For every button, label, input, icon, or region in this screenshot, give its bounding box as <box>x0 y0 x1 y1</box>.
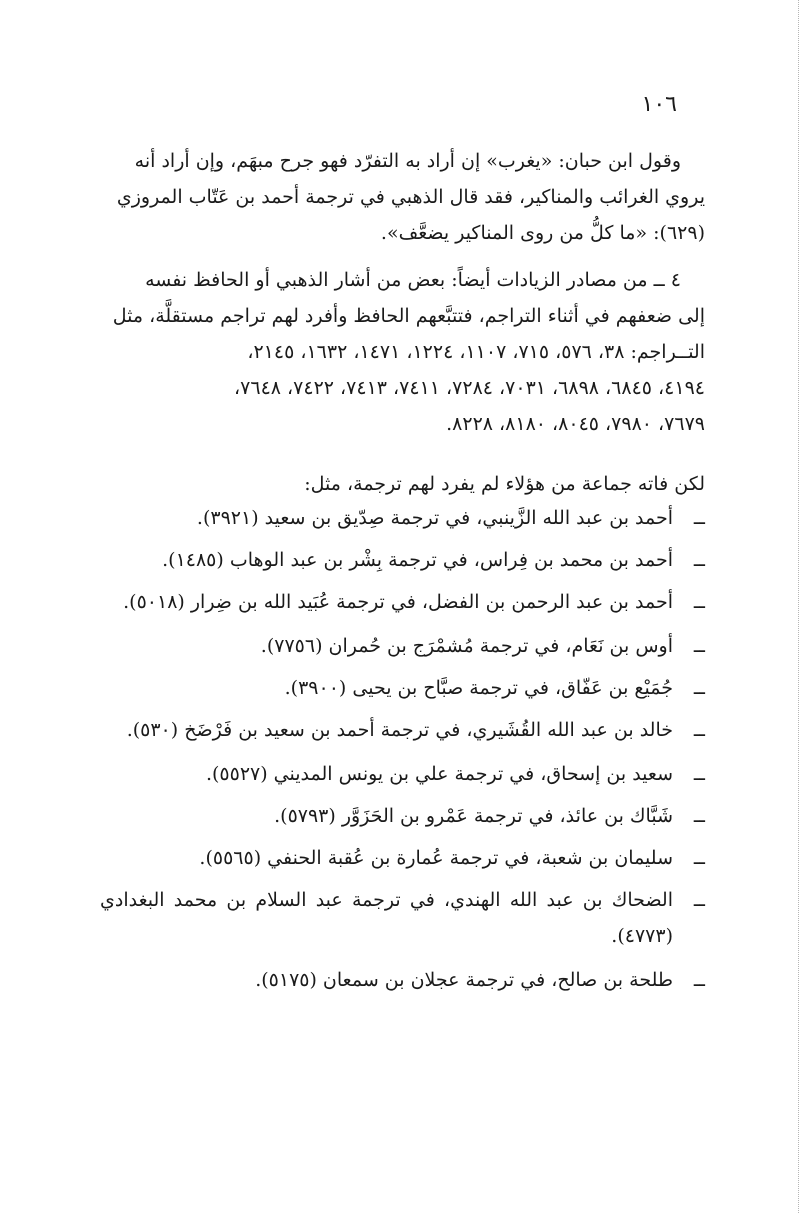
list-item <box>100 756 705 792</box>
list-item-text: أوس بن نَعَام، في ترجمة مُشمْرَج بن حُمران (٧٧٥٦). <box>260 635 673 657</box>
list-item-text: الضحاك بن عبد الله الهندي، في ترجمة عبد السلام بن محمد البغدادي (٤٧٧٣). <box>100 889 673 947</box>
intro-text: لكن فاته جماعة من هؤلاء لم يفرد لهم ترجمة، مثل: <box>304 473 705 495</box>
list-item-text: أحمد بن عبد الرحمن بن الفضل، في ترجمة عُبَيد الله بن ضِرار (٥٠١٨). <box>123 591 673 613</box>
paragraph-line: وقول ابن حبان: «يغرب» إن أراد به التفرّد فهو جرح مبهَم، وإن أراد أنه <box>134 150 681 172</box>
list-item <box>100 670 705 706</box>
missed-narrators-list <box>100 500 705 1004</box>
paragraph-line: التــراجم: ٣٨، ٥٧٦، ٧١٥، ١١٠٧، ١٢٢٤، ١٤٧١، ١٦٣٢، ٢١٤٥، <box>247 341 705 363</box>
list-item <box>100 628 705 664</box>
list-item-text: سعيد بن إسحاق، في ترجمة علي بن يونس المديني (٥٥٢٧). <box>205 763 673 785</box>
dash-bullet: ــ <box>693 969 705 991</box>
paragraph-line: ٧٦٧٩، ٧٩٨٠، ٨٠٤٥، ٨١٨٠، ٨٢٢٨. <box>446 413 705 435</box>
paragraph-line: ٤١٩٤، ٦٨٤٥، ٦٨٩٨، ٧٠٣١، ٧٢٨٤، ٧٤١١، ٧٤١٣، ٧٤٢٢، ٧٦٤٨، <box>234 377 705 399</box>
dash-bullet: ــ <box>693 719 705 741</box>
list-item-text: سليمان بن شعبة، في ترجمة عُمارة بن عُقبة الحنفي (٥٥٦٥). <box>199 847 673 869</box>
list-item-text: شَبَّاك بن عائذ، في ترجمة عَمْرو بن الحَزَوَّر (٥٧٩٣). <box>274 805 673 827</box>
list-item <box>100 840 705 876</box>
paragraph-line: (٦٢٩): «ما كلُّ من روى المناكير يضعَّف». <box>380 222 705 244</box>
dash-bullet: ــ <box>693 763 705 785</box>
list-item <box>100 712 705 748</box>
list-item-text: خالد بن عبد الله القُشَيري، في ترجمة أحمد بن سعيد بن فَرْضَخ (٥٣٠). <box>126 719 673 741</box>
list-item-text: طلحة بن صالح، في ترجمة عجلان بن سمعان (٥١٧٥). <box>255 969 673 991</box>
list-item-text: جُمَيْع بن عَفّاق، في ترجمة صبَّاح بن يحيى (٣٩٠٠). <box>284 677 673 699</box>
dash-bullet: ــ <box>693 591 705 613</box>
dash-bullet: ــ <box>693 889 705 911</box>
dash-bullet: ــ <box>693 847 705 869</box>
dash-bullet: ــ <box>693 805 705 827</box>
dash-bullet: ــ <box>693 635 705 657</box>
page-edge-line <box>798 0 799 1213</box>
list-item <box>100 500 705 536</box>
list-item-text: أحمد بن محمد بن فِراس، في ترجمة بِشْر بن عبد الوهاب (١٤٨٥). <box>162 549 673 571</box>
paragraph-line: يروي الغرائب والمناكير، فقد قال الذهبي في ترجمة أحمد بن عَتّاب المروزي <box>116 186 705 208</box>
list-item <box>100 542 705 578</box>
paragraph-ibn-hibban <box>100 143 705 251</box>
paragraph-line: إلى ضعفهم في أثناء التراجم، فتتبَّعهم الحافظ وأفرد لهم تراجم مستقلَّة، مثل <box>112 305 705 327</box>
list-item <box>100 584 705 620</box>
page-number: ١٠٦ <box>641 92 677 117</box>
paragraph-sources-of-additions <box>100 262 705 442</box>
list-item <box>100 798 705 834</box>
dash-bullet: ــ <box>693 507 705 529</box>
list-item <box>100 962 705 998</box>
paragraph-line: ٤ ــ من مصادر الزيادات أيضاً: بعض من أشار الذهبي أو الحافظ نفسه <box>145 269 681 291</box>
list-intro <box>100 466 705 502</box>
list-item-text: أحمد بن عبد الله الزَّينبي، في ترجمة صِدّيق بن سعيد (٣٩٢١). <box>196 507 673 529</box>
dash-bullet: ــ <box>693 677 705 699</box>
list-item <box>100 882 705 954</box>
dash-bullet: ــ <box>693 549 705 571</box>
